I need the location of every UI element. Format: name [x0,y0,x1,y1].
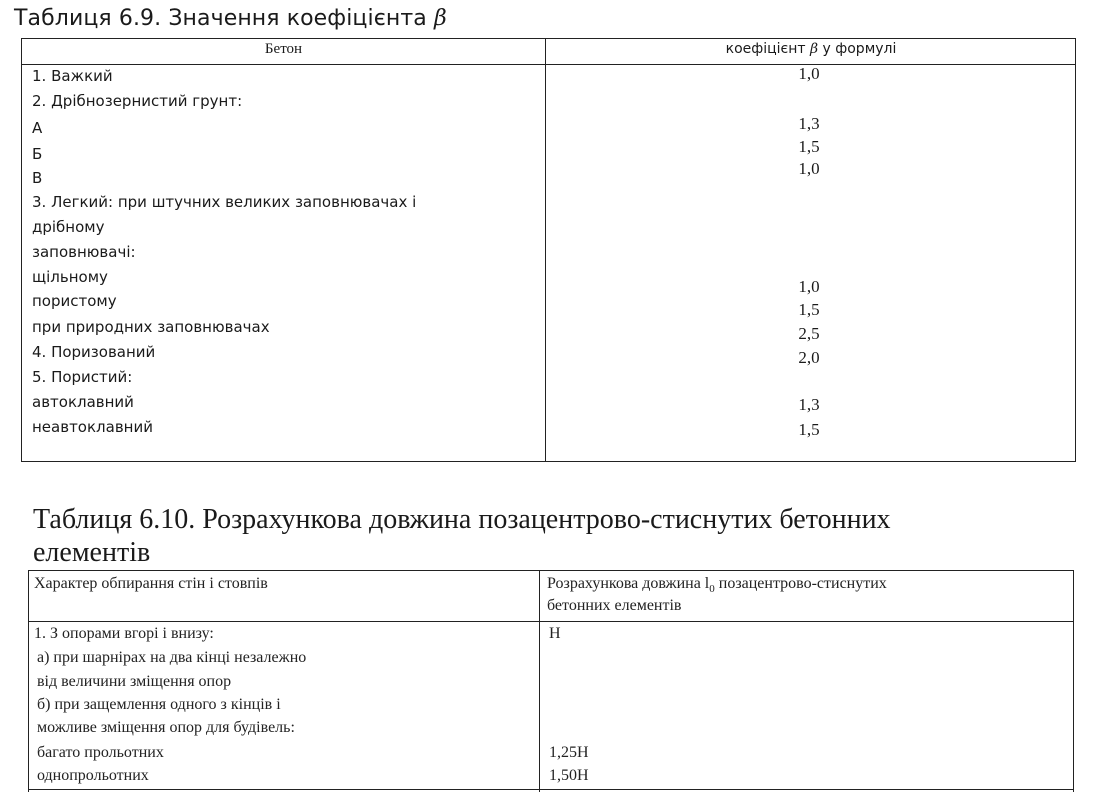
length-subscript: 0 [709,583,715,596]
support-description: можливе зміщення опор для будівель: [37,719,295,736]
table-6-10-caption [33,503,1073,569]
concrete-type: 4. Поризований [32,343,156,361]
concrete-type: 3. Легкий: при штучних великих заповнювачах і [32,193,417,211]
support-description: однопрольотних [37,767,149,784]
header-design-length [547,575,887,595]
header-design-length-prefix: Розрахункова довжина [547,575,701,592]
support-description: б) при защемлення одного з кінців і [37,696,281,713]
coefficient-value: 1,0 [798,159,820,178]
caption-line: Таблиця 6.10. Розрахункова довжина позацентрово-стиснутих бетонних [33,504,891,535]
coefficient-value: 1,5 [798,420,820,439]
support-description: від величини зміщення опор [37,673,232,690]
concrete-type: В [32,169,43,187]
length-symbol: l [704,575,710,592]
concrete-type: при природних заповнювачах [32,318,270,336]
coefficient-value: 2,5 [798,324,820,343]
bottom-divider [29,789,1073,790]
coefficient-value: 1,0 [798,277,820,296]
table-6-9 [21,38,1076,462]
header-coefficient-prefix: коефіцієнт [725,41,806,57]
concrete-type: заповнювачі: [32,243,136,261]
header-design-length-suffix: позацентрово-стиснутих [718,575,887,592]
header-coefficient-suffix: у формулі [822,41,897,57]
concrete-type: дрібному [32,218,105,236]
header-concrete: Бетон [264,41,303,57]
design-length-value: 1,25Н [549,744,589,761]
caption-text: Таблиця 6.9. Значення коефіцієнта [14,6,427,31]
design-length-value: 1,50Н [549,767,589,784]
column-divider [539,571,540,792]
coefficient-value: 2,0 [798,348,820,367]
coefficient-value: 1,3 [798,114,820,133]
support-description: 1. З опорами вгорі і внизу: [34,625,214,642]
caption-line: елементів [33,537,151,568]
concrete-type: неавтоклавний [32,418,153,436]
header-support-type: Характер обпирання стін і стовпів [34,575,268,592]
concrete-type: 5. Пористий: [32,368,133,386]
concrete-type: А [32,119,43,137]
beta-symbol: β [433,6,447,31]
table-6-10 [28,570,1074,792]
header-coefficient [546,41,1076,57]
coefficient-value: 1,3 [798,395,820,414]
design-length-value: Н [549,625,561,642]
coefficient-value: 1,5 [798,137,820,156]
support-description: багато прольотних [37,744,164,761]
concrete-type: Б [32,145,43,163]
coefficient-value: 1,5 [798,300,820,319]
concrete-type: 1. Важкий [32,67,113,85]
concrete-type: щільному [32,268,108,286]
beta-symbol: β [809,41,819,57]
concrete-type: пористому [32,292,117,310]
coefficient-value: 1,0 [798,64,820,83]
concrete-type: автоклавний [32,393,134,411]
concrete-type: 2. Дрібнозернистий грунт: [32,92,243,110]
header-divider [29,621,1073,622]
header-design-length-line2: бетонних елементів [547,597,682,614]
table-6-9-caption [14,6,447,31]
support-description: а) при шарнірах на два кінці незалежно [37,649,307,666]
